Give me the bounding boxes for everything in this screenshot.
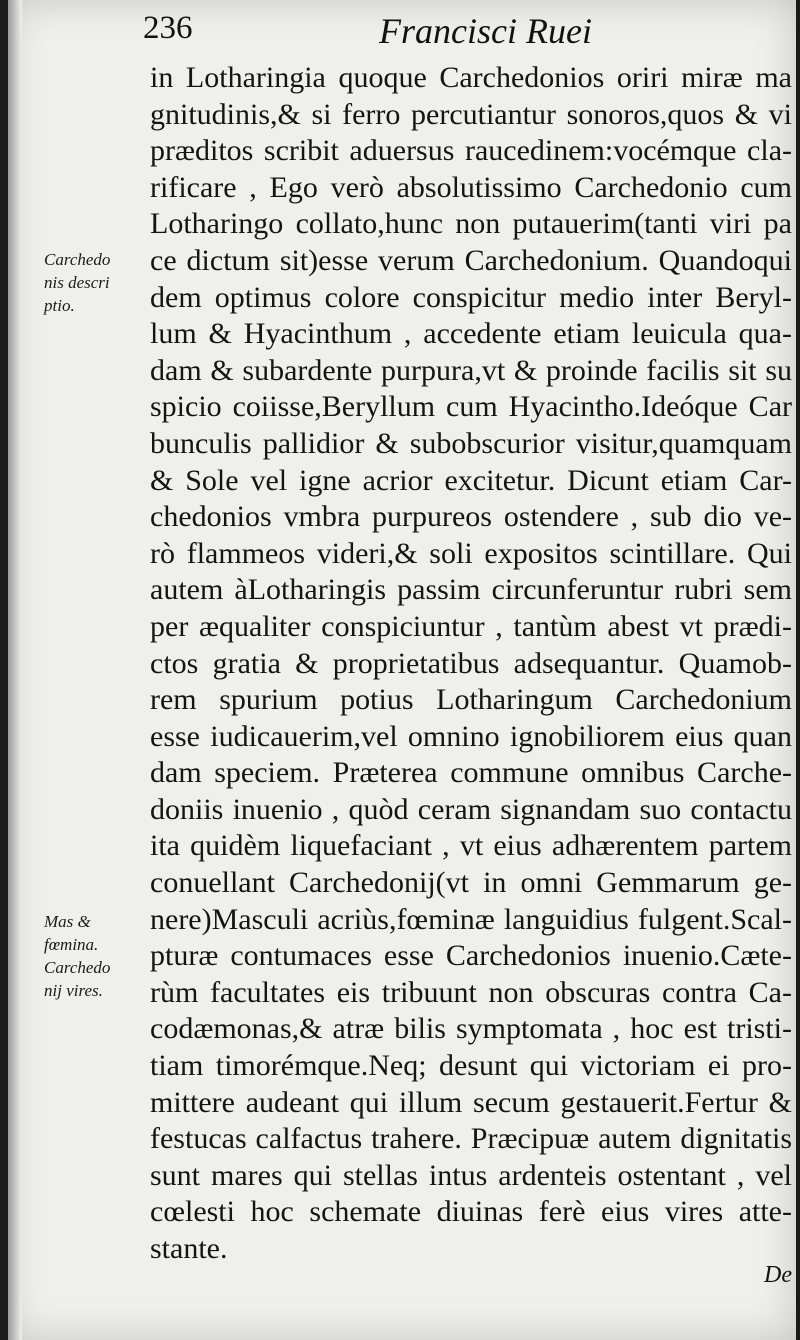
text-line: festucas calfactus trahere. Præcipuæ autem dignitatis	[150, 1122, 792, 1156]
margin-note-line: nis descri	[44, 273, 110, 292]
text-line: cœlesti hoc schemate diuinas ferè eius vires atte-	[150, 1195, 792, 1229]
margin-note-mas-foemina	[44, 910, 154, 1002]
text-line: rificare , Ego verò absolutissimo Carchedonio cum	[150, 170, 792, 204]
text-line: dam speciem. Præterea commune omnibus Carche-	[150, 756, 792, 790]
text-line: stante.	[150, 1232, 228, 1265]
margin-note-line: fœmina.	[44, 935, 99, 954]
margin-note-line: Carchedo	[44, 958, 111, 977]
margin-note-line: ptio.	[44, 296, 75, 315]
catchword: De	[764, 1262, 792, 1288]
text-line: codæmonas,& atræ bilis symptomata , hoc est tristi-	[150, 1012, 792, 1046]
text-line: rùm facultates eis tribuunt non obscuras contra Ca-	[150, 975, 792, 1009]
text-line: sunt mares qui stellas intus ardenteis ostentant , vel	[150, 1158, 792, 1192]
text-line: Lotharingo collato,hunc non putauerim(tanti viri pa	[150, 207, 792, 241]
text-line: spicio coiisse,Beryllum cum Hyacintho.Ideóque Car	[150, 390, 792, 424]
text-line: rem spurium potius Lotharingum Carchedonium	[150, 683, 792, 717]
text-line: ita quidèm liquefaciant , vt eius adhærentem partem	[150, 829, 792, 863]
text-line: nere)Masculi acriùs,fœminæ languidius fulgent.Scal-	[150, 902, 792, 936]
text-line: dam & subardente purpura,vt & proinde facilis sit su	[150, 353, 792, 387]
margin-note-line: Mas &	[44, 912, 91, 931]
text-line: præditos scribit aduersus raucedinem:vocémque cla-	[150, 134, 792, 168]
text-line: chedonios vmbra purpureos ostendere , sub dio ve-	[150, 500, 792, 534]
margin-note-line: nij vires.	[44, 981, 103, 1000]
text-line: per æqualiter conspiciuntur , tantùm abest vt prædi-	[150, 609, 792, 643]
text-line: in Lotharingia quoque Carchedonios oriri miræ ma	[150, 61, 792, 94]
text-line: mittere audeant qui illum secum gestauerit.Fertur &	[150, 1085, 792, 1119]
text-line: esse iudicauerim,vel omnino ignobiliorem eius quan	[150, 719, 792, 753]
text-line: gnitudinis,& si ferro percutiantur sonoros,quos & vi	[150, 97, 792, 131]
text-line: conuellant Carchedonij(vt in omni Gemmarum ge-	[150, 866, 792, 900]
running-head: Francisci Ruei	[379, 11, 592, 51]
text-line: tiam timorémque.Neq; desunt qui victoriam ei pro-	[150, 1049, 792, 1083]
text-line: ce dictum sit)esse verum Carchedonium. Quandoqui	[150, 243, 792, 277]
text-line: autem àLotharingis passim circunferuntur rubri sem	[150, 573, 792, 607]
page-number: 236	[143, 10, 193, 46]
text-line: ctos gratia & proprietatibus adsequantur. Quamob-	[150, 646, 792, 680]
text-line: & Sole vel igne acrior excitetur. Dicunt etiam Car-	[150, 463, 792, 497]
text-line: doniis inuenio , quòd ceram signandam suo contactu	[150, 792, 792, 826]
book-page	[8, 0, 796, 1340]
text-line: bunculis pallidior & subobscurior visitur,quamquam	[150, 426, 792, 460]
text-line: lum & Hyacinthum , accedente etiam leuicula qua-	[150, 317, 792, 351]
text-line: dem optimus colore conspicitur medio inter Beryl-	[150, 280, 792, 314]
margin-note-line: Carchedo	[44, 250, 111, 269]
body-text	[150, 60, 792, 1268]
text-line: rò flammeos videri,& soli expositos scintillare. Qui	[150, 536, 792, 570]
text-line: pturæ contumaces esse Carchedonios inuenio.Cæte-	[150, 939, 792, 973]
margin-note-carchedonis	[44, 248, 154, 317]
page-header	[143, 10, 773, 54]
page-gutter-shadow	[8, 0, 22, 1340]
